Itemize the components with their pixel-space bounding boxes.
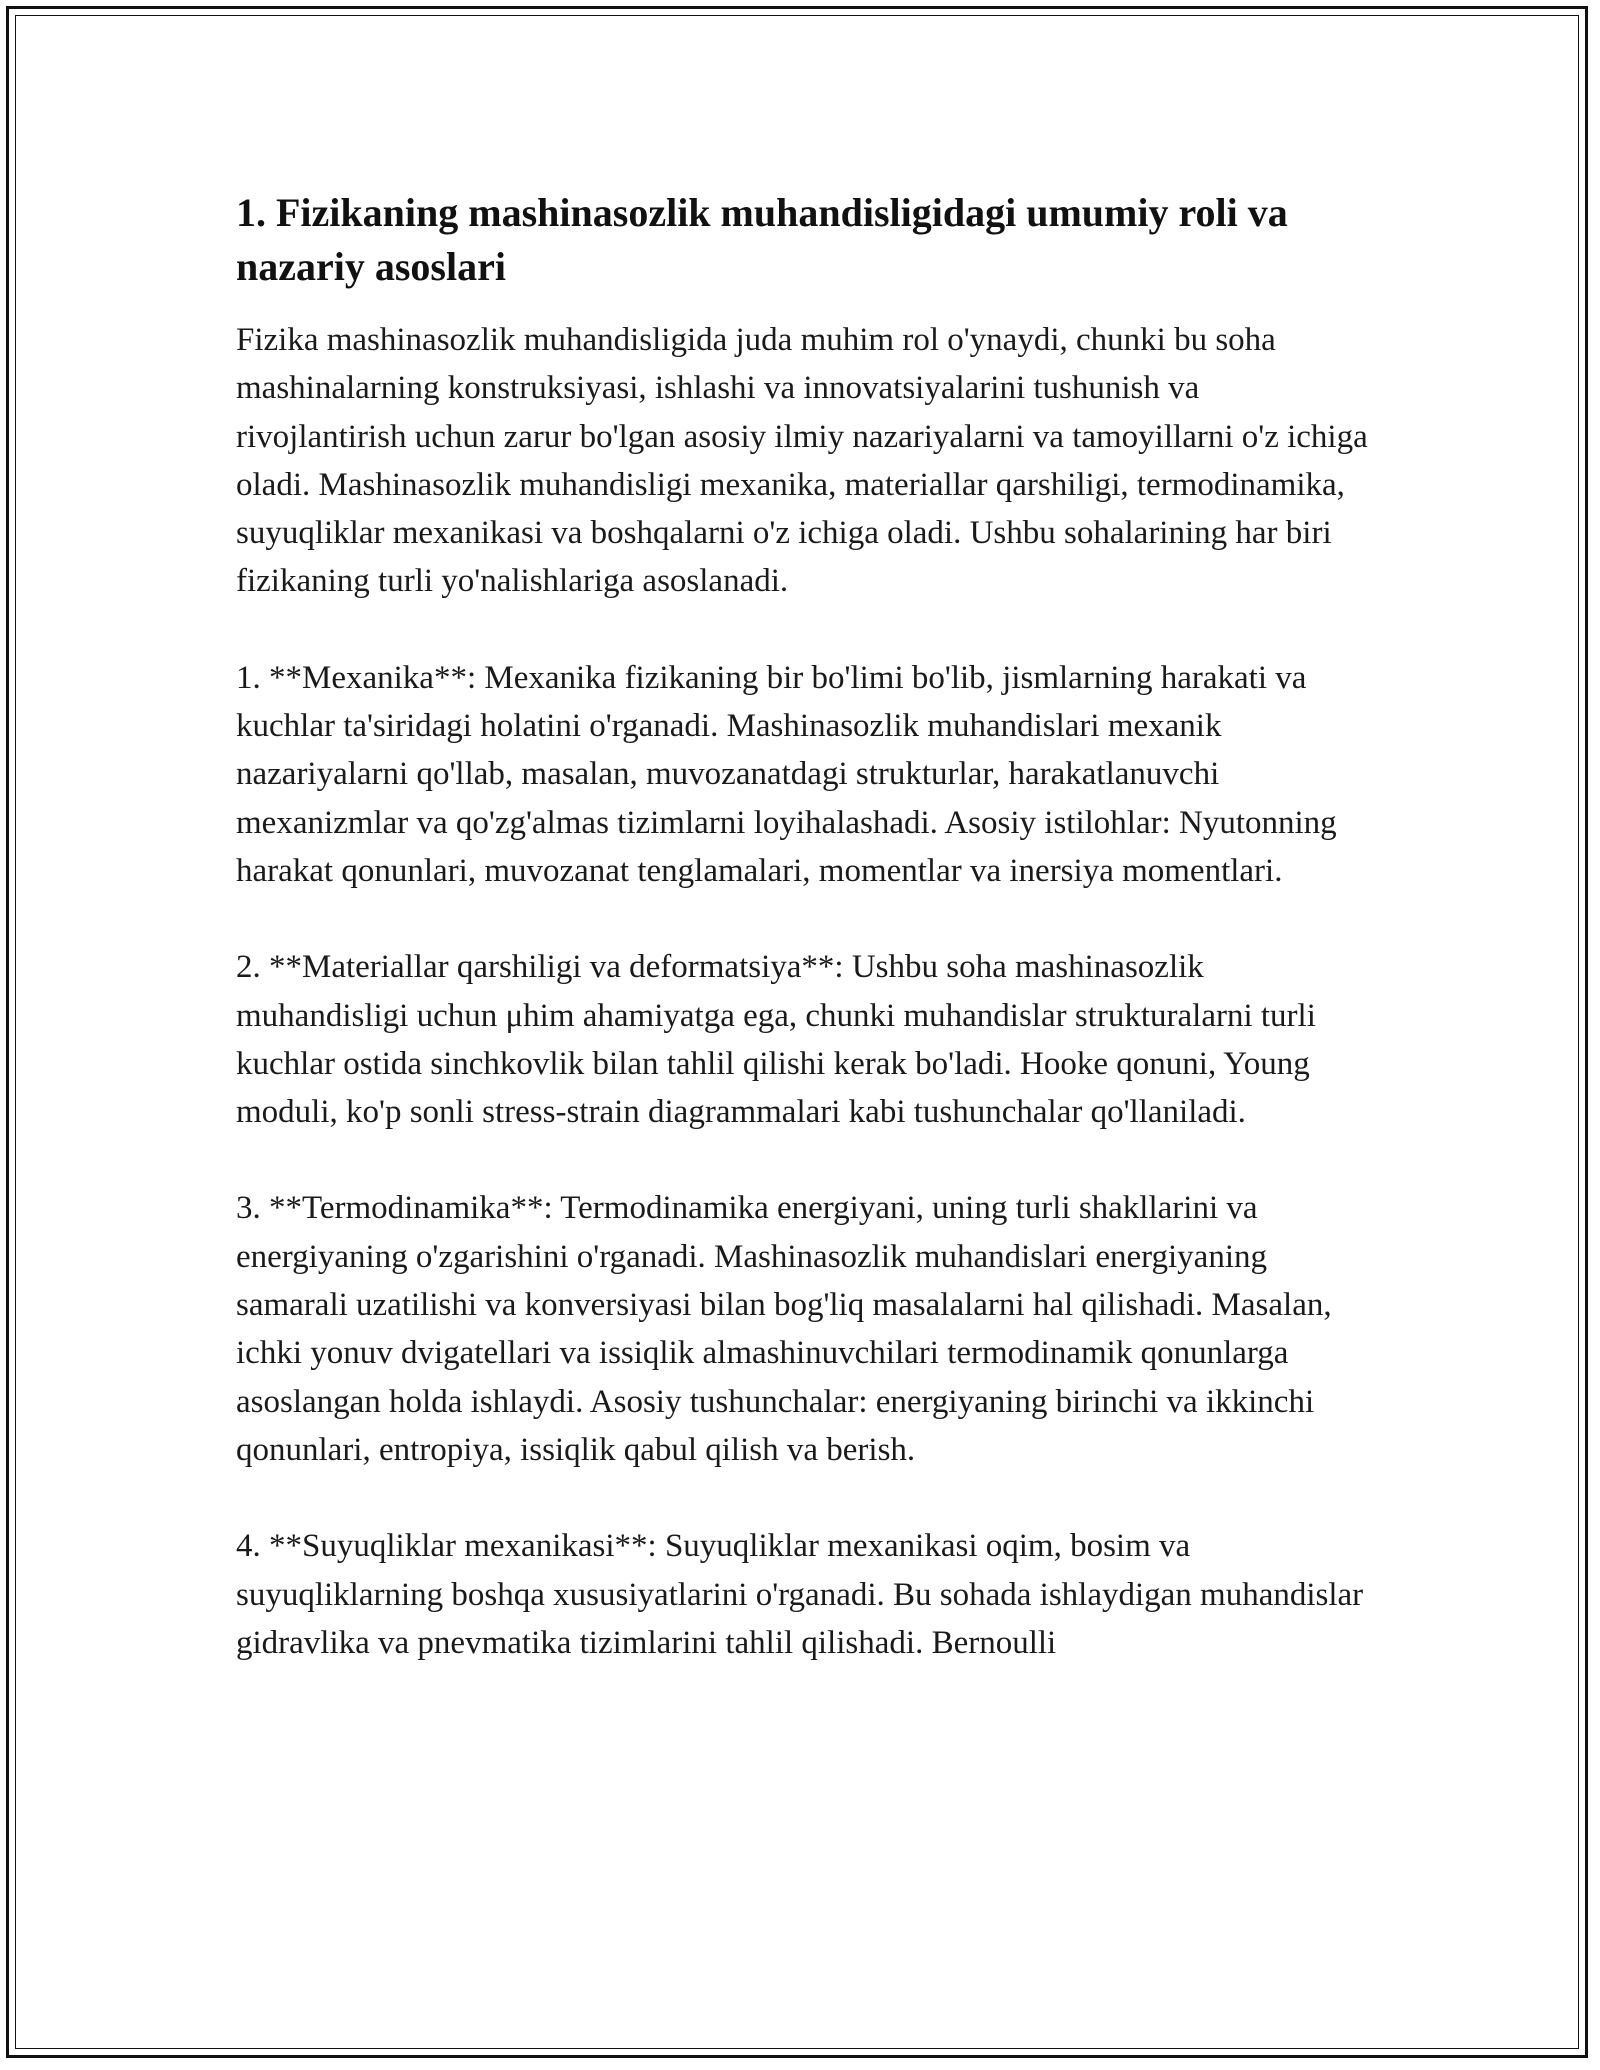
document-body bbox=[236, 186, 1376, 1667]
section-heading: 1. Fizikaning mashinasozlik muhandisligidagi umumiy roli va nazariy asoslari bbox=[236, 190, 1288, 289]
list-item-mechanics: 1. **Mexanika**: Mexanika fizikaning bir bo'limi bo'lib, jismlarning harakati va kuchlar ta'siridagi holatini o'rganadi. Mashinasozlik muhandislari mexanik nazariyalarni qo'llab, masalan, muvozanatdagi strukturlar, harakatlanuvchi mexanizmlar va qo'zg'almas tizimlarni loyihalashadi. Asosiy istilohlar: Nyutonning harakat qonunlari, muvozanat tenglamalari, momentlar va inersiya momentlari. bbox=[236, 659, 1337, 889]
list-item-strength-of-materials: 2. **Materiallar qarshiligi va deformatsiya**: Ushbu soha mashinasozlik muhandisligi uchun μhim ahamiyatga ega, chunki muhandislar strukturalarni turli kuchlar ostida sinchkovlik bilan tahlil qilishi kerak bo'ladi. Hooke qonuni, Young moduli, ko'p sonli stress-strain diagrammalari kabi tushunchalar qo'llaniladi. bbox=[236, 949, 1316, 1131]
intro-paragraph: Fizika mashinasozlik muhandisligida juda muhim rol o'ynaydi, chunki bu soha mashinalarning konstruksiyasi, ishlashi va innovatsiyalarini tushunish va rivojlantirish uchun zarur bo'lgan asosiy ilmiy nazariyalarni va tamoyillarni o'z ichiga oladi. Mashinasozlik muhandisligi mexanika, materiallar qarshiligi, termodinamika, suyuqliklar mexanikasi va boshqalarni o'z ichiga oladi. Ushbu sohalarining har biri fizikaning turli yo'nalishlariga asoslanadi. bbox=[236, 322, 1368, 600]
list-item-thermodynamics: 3. **Termodinamika**: Termodinamika energiyani, uning turli shakllarini va energiyaning o'zgarishini o'rganadi. Mashinasozlik muhandislari energiyaning samarali uzatilishi va konversiyasi bilan bog'liq masalalarni hal qilishadi. Masalan, ichki yonuv dvigatellari va issiqlik almashinuvchilari termodinamik qonunlarga asoslangan holda ishlaydi. Asosiy tushunchalar: energiyaning birinchi va ikkinchi qonunlari, entropiya, issiqlik qabul qilish va berish. bbox=[236, 1190, 1332, 1468]
list-item-fluid-mechanics: 4. **Suyuqliklar mexanikasi**: Suyuqliklar mexanikasi oqim, bosim va suyuqliklarning boshqa xususiyatlarini o'rganadi. Bu sohada ishlaydigan muhandislar gidravlika va pnevmatika tizimlarini tahlil qilishadi. Bernoulli bbox=[236, 1528, 1364, 1661]
